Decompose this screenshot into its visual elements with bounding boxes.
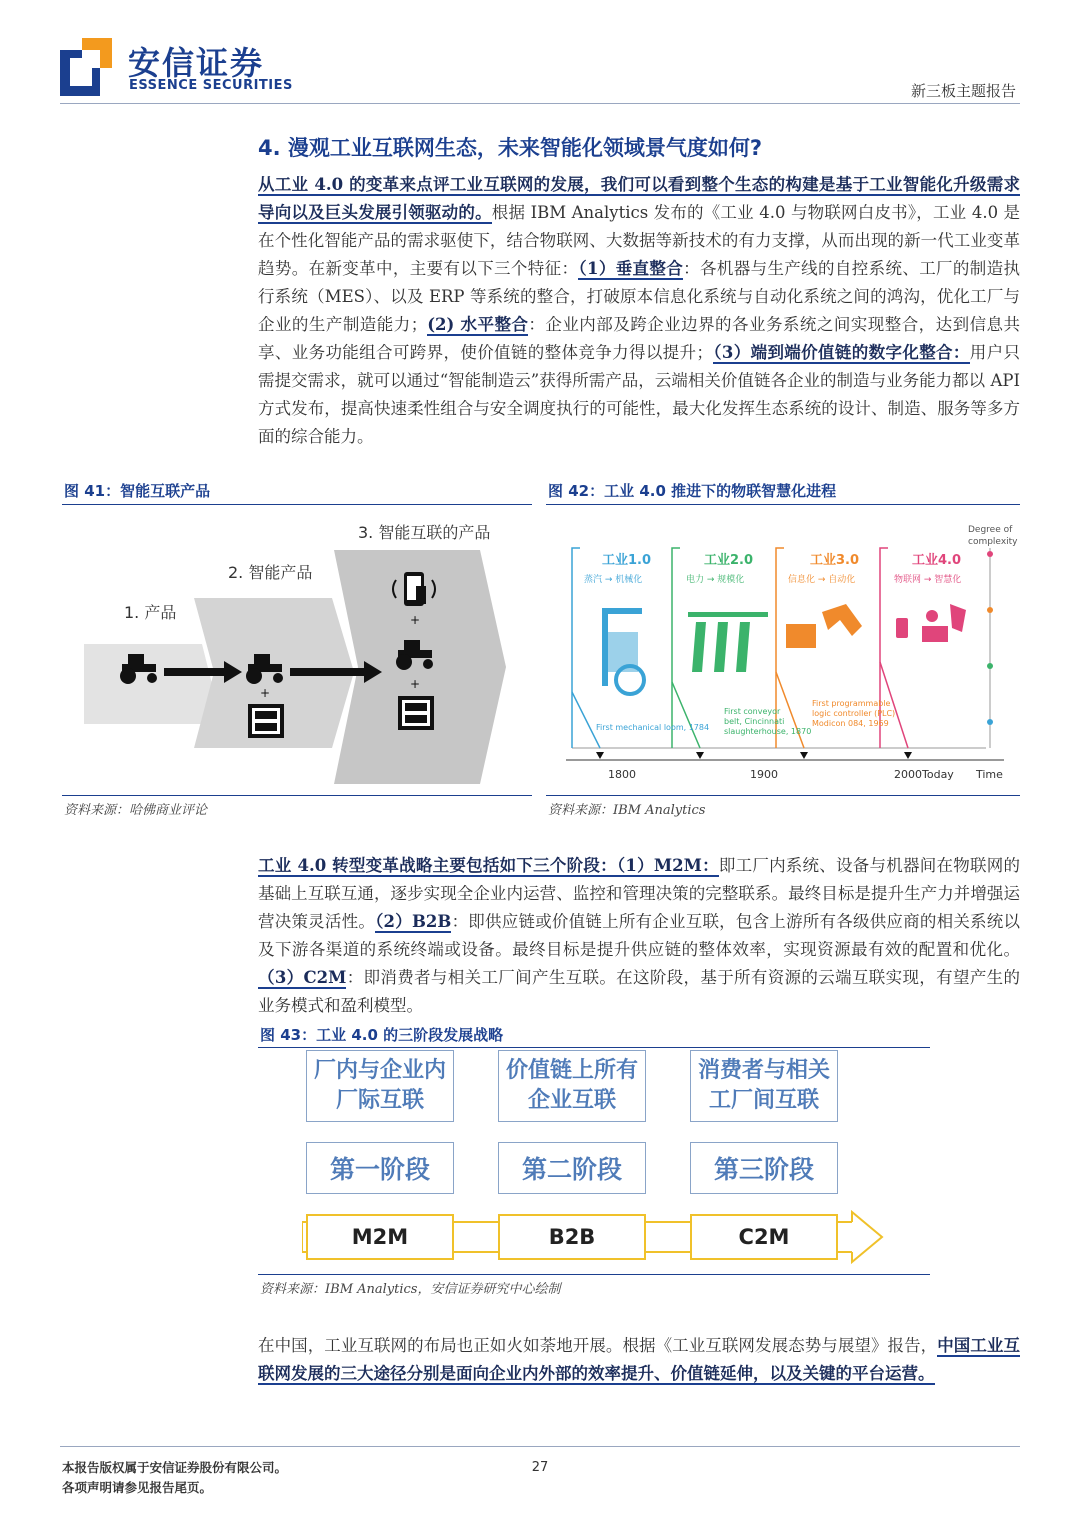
- era-4-name: 工业4.0: [912, 553, 962, 568]
- para1-text-a: 根据 IBM Analytics 发布的《工业 4.0 与物联网白皮书》，工业 4.0 是在个性化智能产品的需求驱使下，结合物联网、大数据等新技术的有力支撑，从而出现的新一代工业变革趋势。在新变革中，主要有以下三个特征：: [258, 203, 1021, 278]
- figure-41-smart-connected-products: [64, 512, 532, 792]
- feature1-label: （1）垂直整合: [578, 259, 684, 278]
- figure-42-industry-evolution: [546, 512, 1020, 792]
- tick-1900: 1900: [750, 768, 778, 781]
- era-1-sub: 蒸汽 → 机械化: [584, 575, 643, 585]
- section-title: 4. 漫观工业互联网生态，未来智能化领域景气度如何?: [258, 136, 763, 160]
- era-2-name: 工业2.0: [704, 553, 754, 568]
- era-2-note-2: belt, Cincinnati: [724, 717, 785, 726]
- svg-text:+: +: [260, 686, 271, 700]
- era-4-time-marker: [904, 752, 912, 759]
- stage-2-desc-line1: 价值链上所有: [505, 1058, 638, 1083]
- figure-42-bottom-rule: [546, 795, 1020, 796]
- paragraph-3: [258, 1332, 1020, 1388]
- stage-1-desc-line1: 厂内与企业内: [313, 1058, 446, 1083]
- flow-m2m: M2M: [306, 1214, 454, 1260]
- stage-3-label: 第三阶段: [690, 1142, 838, 1194]
- stage3-label: （3）C2M: [258, 968, 347, 987]
- feature2-label: (2) 水平整合: [427, 315, 529, 334]
- era-1-name: 工业1.0: [602, 553, 652, 568]
- figure-43-bottom-rule: [258, 1274, 930, 1275]
- stage-1-label: 1. 产品: [124, 603, 177, 622]
- dashboard-icon-2: [248, 704, 284, 738]
- stage-2-desc-line2: 企业互联: [527, 1088, 616, 1113]
- header-divider: [60, 103, 1020, 104]
- para2-lead: 工业 4.0 转型变革战略主要包括如下三个阶段：（1）M2M：: [258, 856, 719, 875]
- era-2-sub: 电力 → 规模化: [686, 575, 745, 585]
- figure-41-bottom-rule: [62, 795, 532, 796]
- era-3-note-1: First programmable: [812, 699, 891, 708]
- para2-text-a: 即工厂内系统、设备与机器间在物联网的基础上互联互通，逐步实现全企业内运营、监控和管理决策的完整联系。最终目标是提升生产力并增强运营决策灵活性。: [258, 856, 1021, 931]
- era-2-ramp: [672, 682, 700, 748]
- era-4-complexity-dot: [987, 551, 993, 557]
- para1-text-d: 用户只需提交需求，就可以通过“智能制造云”获得所需产品，云端相关价值链各企业的制造与业务能力都以 API 方式发布，提高快速柔性组合与安全调度执行的可能性，最大化发挥生态系统的设计、制造、服务等多方面的综合能力。: [258, 343, 1021, 446]
- era-3-name: 工业3.0: [810, 553, 860, 568]
- figure-43-caption: 图 43：工业 4.0 的三阶段发展战略: [260, 1026, 504, 1044]
- tick-time: Time: [976, 768, 1003, 781]
- stage2-label: （2）B2B: [375, 912, 452, 931]
- era-3-note-3: Modicon 084, 1969: [812, 719, 889, 728]
- era-2-time-marker: [696, 752, 704, 759]
- figure-41-caption: 图 41：智能互联产品: [64, 482, 211, 500]
- stage-1-description: [306, 1050, 454, 1122]
- footer-divider: [60, 1446, 1020, 1447]
- figure-42-caption: 图 42：工业 4.0 推进下的物联智慧化进程: [548, 482, 837, 500]
- conveyor-icon: [688, 612, 768, 672]
- flow-b2b: B2B: [498, 1214, 646, 1260]
- stage-1-desc-line2: 厂际互联: [335, 1088, 424, 1113]
- era-4-sub: 物联网 → 智慧化: [894, 575, 962, 585]
- figure-41-top-rule: [62, 504, 532, 505]
- iot-devices-icon: [896, 604, 966, 642]
- era-3-complexity-dot: [987, 607, 993, 613]
- stage-1-label: 第一阶段: [306, 1142, 454, 1194]
- era-3-sub: 信息化 → 自动化: [788, 575, 856, 585]
- paragraph-2: [258, 852, 1020, 1020]
- stage-2-label: 第二阶段: [498, 1142, 646, 1194]
- brand-name-cn: 安信证券: [128, 44, 265, 82]
- flow-c2m: C2M: [690, 1214, 838, 1260]
- figure-43-three-stage-strategy: [260, 1046, 930, 1274]
- figure-42-top-rule: [546, 504, 1020, 505]
- para3-text-a: 在中国，工业互联网的布局也正如火如荼地开展。根据《工业互联网发展态势与展望》报告，: [258, 1336, 938, 1355]
- era-1-note: First mechanical loom, 1784: [596, 723, 710, 732]
- para1-lead: 从工业 4.0 的变革来点评工业互联网的发展，我们可以看到整个生态的构建是基于工业智能化升级需求导向以及巨头发展引领驱动的。: [258, 175, 1020, 222]
- figure-43-source: 资料来源：IBM Analytics，安信证券研究中心绘制: [260, 1282, 561, 1297]
- era-2-complexity-dot: [987, 663, 993, 669]
- tick-1800: 1800: [608, 768, 636, 781]
- era-1-ramp: [572, 692, 600, 748]
- era-1-frame: [572, 548, 580, 748]
- para2-text-c: ：即消费者与相关工厂间产生互联。在这阶段，基于所有资源的云端互联实现，有望产生的业务模式和盈利模型。: [258, 968, 1021, 1015]
- svg-text:+: +: [410, 613, 421, 627]
- stage-3-description: [690, 1050, 838, 1122]
- y-axis-label-2: complexity: [968, 537, 1018, 547]
- company-logo: [60, 38, 112, 96]
- para2-text-b: ：即供应链或价值链上所有企业互联，包含上游所有各级供应商的相关系统以及下游各渠道的系统终端或设备。最终目标是提升供应链的整体效率，实现资源最有效的配置和优化。: [258, 912, 1021, 959]
- era-2-note-3: slaughterhouse, 1870: [724, 727, 812, 736]
- para1-text-b: ：各机器与生产线的自控系统、工厂的制造执行系统（MES）、以及 ERP 等系统的整合，打破原本信息化系统与自动化系统之间的鸿沟，优化工厂与企业的生产制造能力；: [258, 259, 1021, 334]
- brand-name-en: ESSENCE SECURITIES: [129, 78, 293, 93]
- para3-bold: 中国工业互联网发展的三大途径分别是面向企业内外部的效率提升、价值链延伸，以及关键的平台运营。: [258, 1336, 1021, 1383]
- y-axis-label-1: Degree of: [968, 525, 1013, 535]
- stage-3-desc-line2: 工厂间互联: [708, 1088, 819, 1113]
- paragraph-1: [258, 171, 1020, 451]
- stage-2-label: 2. 智能产品: [228, 563, 313, 582]
- stage-3-desc-line1: 消费者与相关: [697, 1058, 830, 1083]
- era-3-note-2: logic controller (PLC): [812, 709, 896, 718]
- era-1-complexity-dot: [987, 719, 993, 725]
- stage-2-description: [498, 1050, 646, 1122]
- figure-42-source: 资料来源：IBM Analytics: [548, 803, 706, 818]
- tick-today: Today: [922, 768, 954, 781]
- era-2-frame: [672, 548, 680, 748]
- para1-text-c: ：企业内部及跨企业边界的各业务系统之间实现整合，达到信息共享、业务功能组合可跨界，使价值链的整体竞争力得以提升；: [258, 315, 1021, 362]
- dashboard-icon-3: [398, 696, 434, 730]
- robot-arm-icon: [786, 604, 862, 648]
- disclaimer-notice: 各项声明请参见报告尾页。: [62, 1480, 213, 1495]
- tick-2000: 2000: [894, 768, 922, 781]
- copyright-notice: 本报告版权属于安信证券股份有限公司。: [62, 1460, 288, 1475]
- figure-41-source: 资料来源：哈佛商业评论: [64, 803, 208, 818]
- report-type: 新三板主题报告: [910, 82, 1016, 100]
- era-1-time-marker: [596, 752, 604, 759]
- svg-text:+: +: [410, 677, 421, 691]
- era-2-note-1: First conveyor: [724, 707, 781, 716]
- loom-icon: [602, 608, 644, 694]
- era-3-time-marker: [800, 752, 808, 759]
- page-number: 27: [531, 1460, 549, 1475]
- stage-3-label: 3. 智能互联的产品: [358, 523, 491, 542]
- era-4-frame: [880, 548, 888, 748]
- feature3-label: （3）端到端价值链的数字化整合：: [712, 343, 970, 362]
- stage-1-panel: [84, 644, 212, 724]
